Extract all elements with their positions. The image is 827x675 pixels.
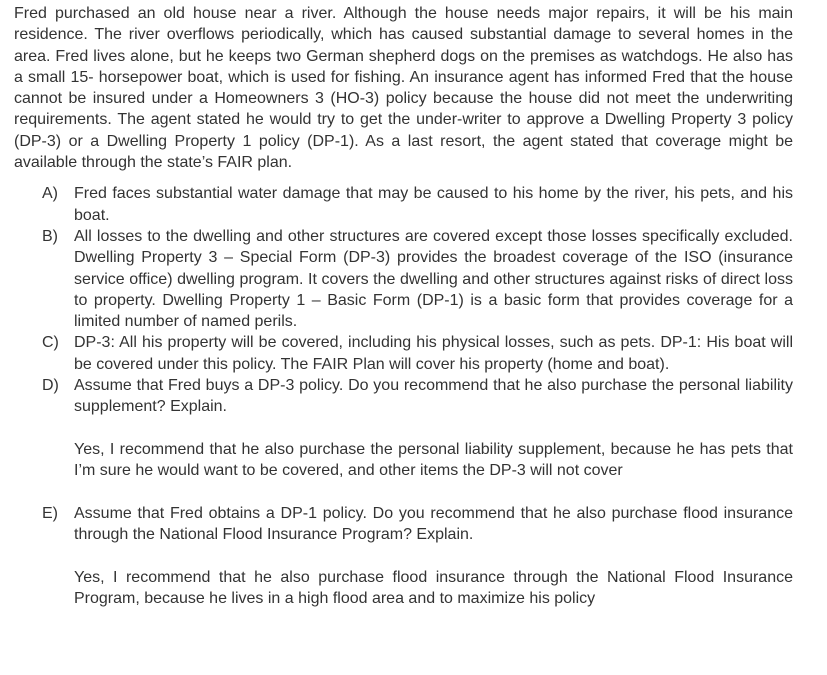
list-item-c (14, 332, 793, 375)
item-label: A) (42, 185, 58, 203)
item-answer: Yes, I recommend that he also purchase the personal liability supplement, because he has pets that I’m sure he would want to be covered, and other items the DP-3 will not cover (74, 440, 793, 480)
list-item-a (14, 183, 793, 226)
item-text: DP-3: All his property will be covered, including his physical losses, such as pets. DP-1: His boat will be covered under this policy. The FAIR Plan will cover his property (home and boat). (74, 334, 793, 373)
item-text: All losses to the dwelling and other structures are covered except those losses specifically excluded. Dwelling Property 3 – Special Form (DP-3) provides the broadest coverage of the ISO (insurance service office) dwelling program. It covers the dwelling and other structures against risks of direct loss to property. Dwelling Property 1 – Basic Form (DP-1) is a basic form that provides coverage for a limited number of named perils. (74, 227, 793, 331)
item-label: B) (42, 227, 58, 245)
document (14, 3, 793, 609)
item-label: D) (42, 377, 59, 395)
item-question: Assume that Fred obtains a DP-1 policy. Do you recommend that he also purchase flood insurance through the National Flood Insurance Program? Explain. (74, 504, 793, 544)
list-item-d (14, 375, 793, 481)
intro-paragraph: Fred purchased an old house near a river. Although the house needs major repairs, it will be his main residence. The river overflows periodically, which has caused substantial damage to several homes in the area. Fred lives alone, but he keeps two German shepherd dogs on the premises as watchdogs. He also has a small 15- horsepower boat, which is used for fishing. An insurance agent has informed Fred that the house cannot be insured under a Homeowners 3 (HO-3) policy because the house did not meet the underwriting requirements. The agent stated he would try to get the under-writer to approve a Dwelling Property 3 policy (DP-3) or a Dwelling Property 1 policy (DP-1). As a last resort, the agent stated that coverage might be available through the state’s FAIR plan. (14, 5, 793, 172)
list-item-e (14, 503, 793, 609)
item-label: E) (42, 504, 58, 522)
list-item-b (14, 226, 793, 332)
item-text: Fred faces substantial water damage that may be caused to his home by the river, his pets, and his boat. (74, 185, 793, 224)
answer-list (14, 183, 793, 609)
item-label: C) (42, 334, 59, 352)
item-answer: Yes, I recommend that he also purchase flood insurance through the National Flood Insurance Program, because he lives in a high flood area and to maximize his policy (74, 568, 793, 608)
item-question: Assume that Fred buys a DP-3 policy. Do you recommend that he also purchase the personal liability supplement? Explain. (74, 377, 793, 416)
